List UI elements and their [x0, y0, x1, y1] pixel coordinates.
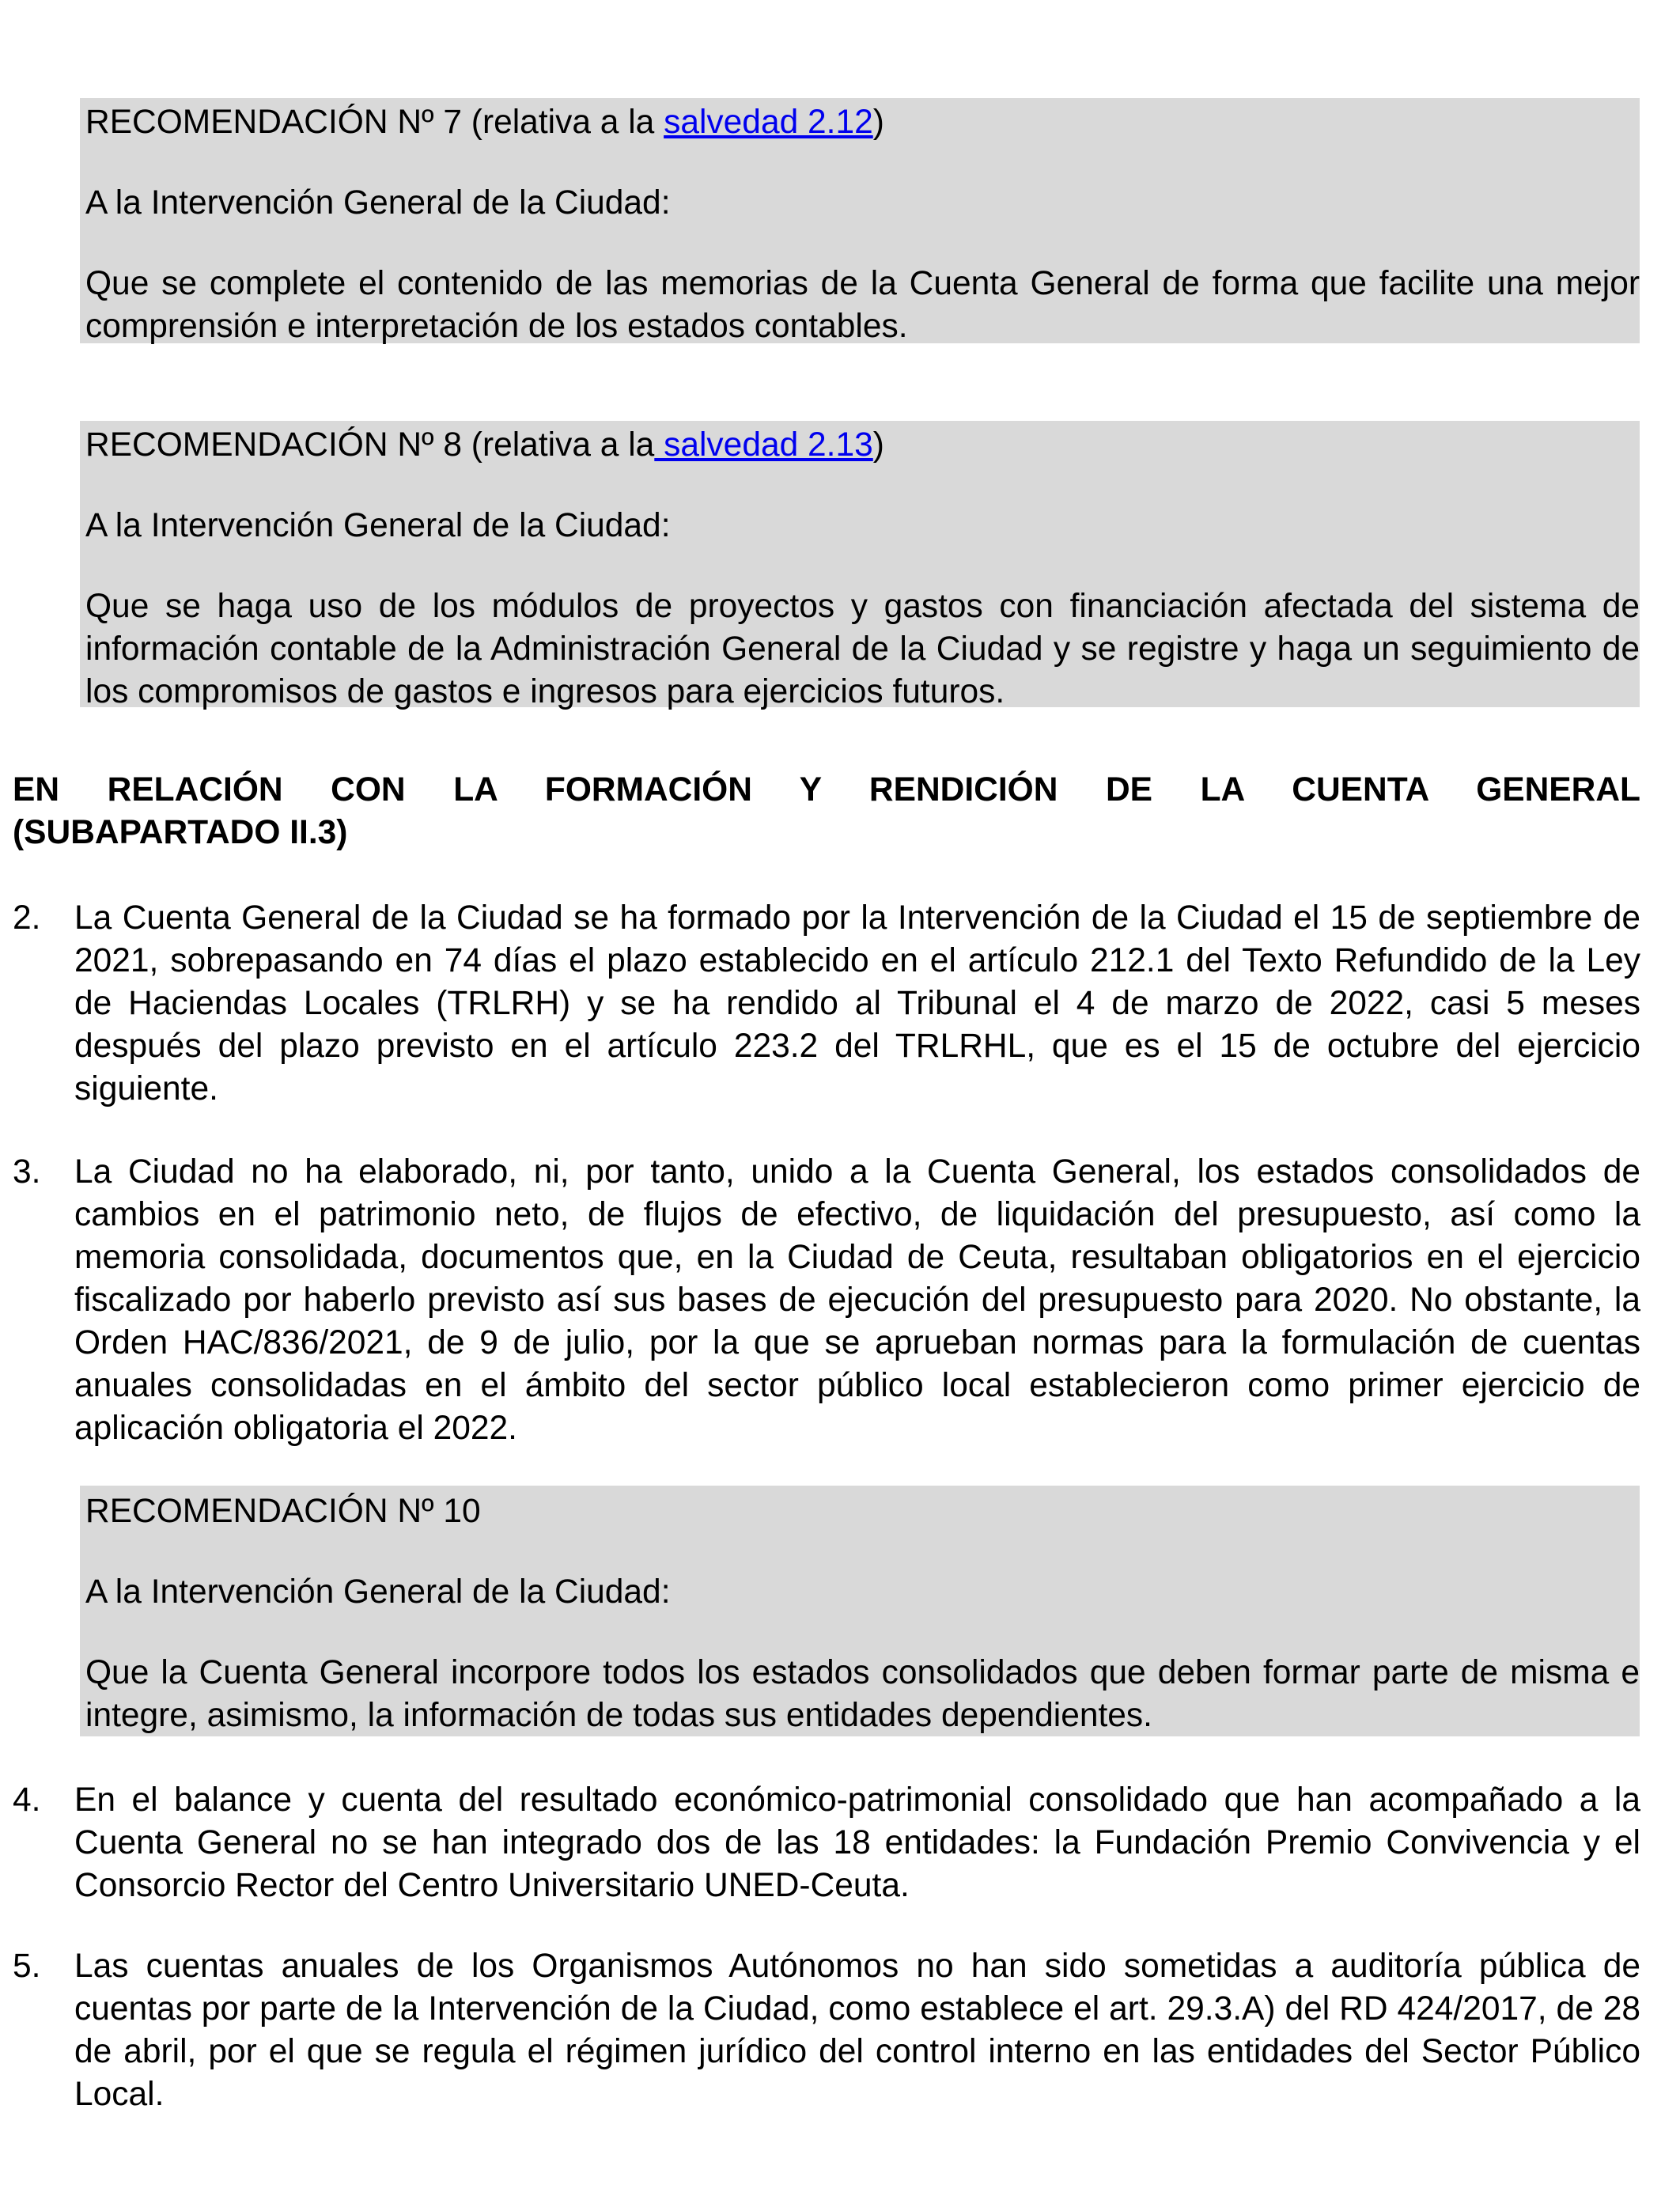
- recommendation-10-title: RECOMENDACIÓN Nº 10: [85, 1493, 481, 1530]
- recommendation-8-addressee: A la Intervención General de la Ciudad:: [85, 507, 671, 544]
- recommendation-7-text: Que se complete el contenido de las memorias de la Cuenta General de forma que facilite una mejor comprensión e interpretación de los estados contables.: [85, 265, 1640, 345]
- recommendation-8-text: Que se haga uso de los módulos de proyectos y gastos con financiación afectada del sistema de información contable de la Administración General de la Ciudad y se registre y haga un seguimiento de los compromisos de gastos e ingresos para ejercicios futuros.: [85, 588, 1640, 710]
- item-number: 4.: [13, 1781, 41, 1819]
- recommendation-10-box: [80, 1486, 1640, 1736]
- item-number: 3.: [13, 1153, 41, 1191]
- section-heading: [13, 769, 1640, 854]
- item-text: En el balance y cuenta del resultado económico-patrimonial consolidado que han acompañado a la Cuenta General no se han integrado dos de las 18 entidades: la Fundación Premio Convivencia y el Consorcio Rector del Centro Universitario UNED-Ceuta.: [74, 1781, 1640, 1904]
- recommendation-8-title: RECOMENDACIÓN Nº 8 (relativa a la salvedad 2.13): [85, 426, 884, 464]
- item-text: La Ciudad no ha elaborado, ni, por tanto, unido a la Cuenta General, los estados consolidados de cambios en el patrimonio neto, de flujos de efectivo, de liquidación del presupuesto, así como la memoria consolidada, documentos que, en la Ciudad de Ceuta, resultaban obligatorios en el ejercicio fiscalizado por haberlo previsto así sus bases de ejecución del presupuesto para 2020. No obstante, la Orden HAC/836/2021, de 9 de julio, por la que se aprueban normas para la formulación de cuentas anuales consolidadas en el ámbito del sector público local establecieron como primer ejercicio de aplicación obligatoria el 2022.: [74, 1153, 1640, 1447]
- salvedad-2-12-link[interactable]: salvedad 2.12: [664, 104, 873, 141]
- finding-item-2: [13, 897, 1640, 1111]
- section-heading-line-1: EN RELACIÓN CON LA FORMACIÓN Y RENDICIÓN DE LA CUENTA GENERAL: [13, 771, 1640, 808]
- item-number: 2.: [13, 899, 41, 937]
- item-text: La Cuenta General de la Ciudad se ha formado por la Intervención de la Ciudad el 15 de septiembre de 2021, sobrepasando en 74 días el plazo establecido en el artículo 212.1 del Texto Refundido de la Ley de Haciendas Locales (TRLRH) y se ha rendido al Tribunal el 4 de marzo de 2022, casi 5 meses después del plazo previsto en el artículo 223.2 del TRLRHL, que es el 15 de octubre del ejercicio siguiente.: [74, 899, 1640, 1107]
- finding-item-4: [13, 1779, 1640, 1907]
- recommendation-7-title: RECOMENDACIÓN Nº 7 (relativa a la salvedad 2.12): [85, 104, 884, 141]
- finding-item-5: [13, 1945, 1640, 2116]
- recommendation-10-text: Que la Cuenta General incorpore todos los estados consolidados que deben formar parte de misma e integre, asimismo, la información de todas sus entidades dependientes.: [85, 1654, 1640, 1734]
- section-heading-line-2: (SUBAPARTADO II.3): [13, 814, 348, 851]
- recommendation-10-addressee: A la Intervención General de la Ciudad:: [85, 1573, 671, 1611]
- finding-item-3: [13, 1151, 1640, 1450]
- salvedad-2-13-link[interactable]: salvedad 2.13: [654, 426, 873, 464]
- recommendation-8-box: [80, 421, 1640, 710]
- item-number: 5.: [13, 1948, 41, 1985]
- item-text: Las cuentas anuales de los Organismos Autónomos no han sido sometidas a auditoría pública de cuentas por parte de la Intervención de la Ciudad, como establece el art. 29.3.A) del RD 424/2017, de 28 de abril, por el que se regula el régimen jurídico del control interno en las entidades del Sector Público Local.: [74, 1948, 1640, 2113]
- recommendation-7-addressee: A la Intervención General de la Ciudad:: [85, 184, 671, 221]
- recommendation-7-box: [80, 98, 1640, 343]
